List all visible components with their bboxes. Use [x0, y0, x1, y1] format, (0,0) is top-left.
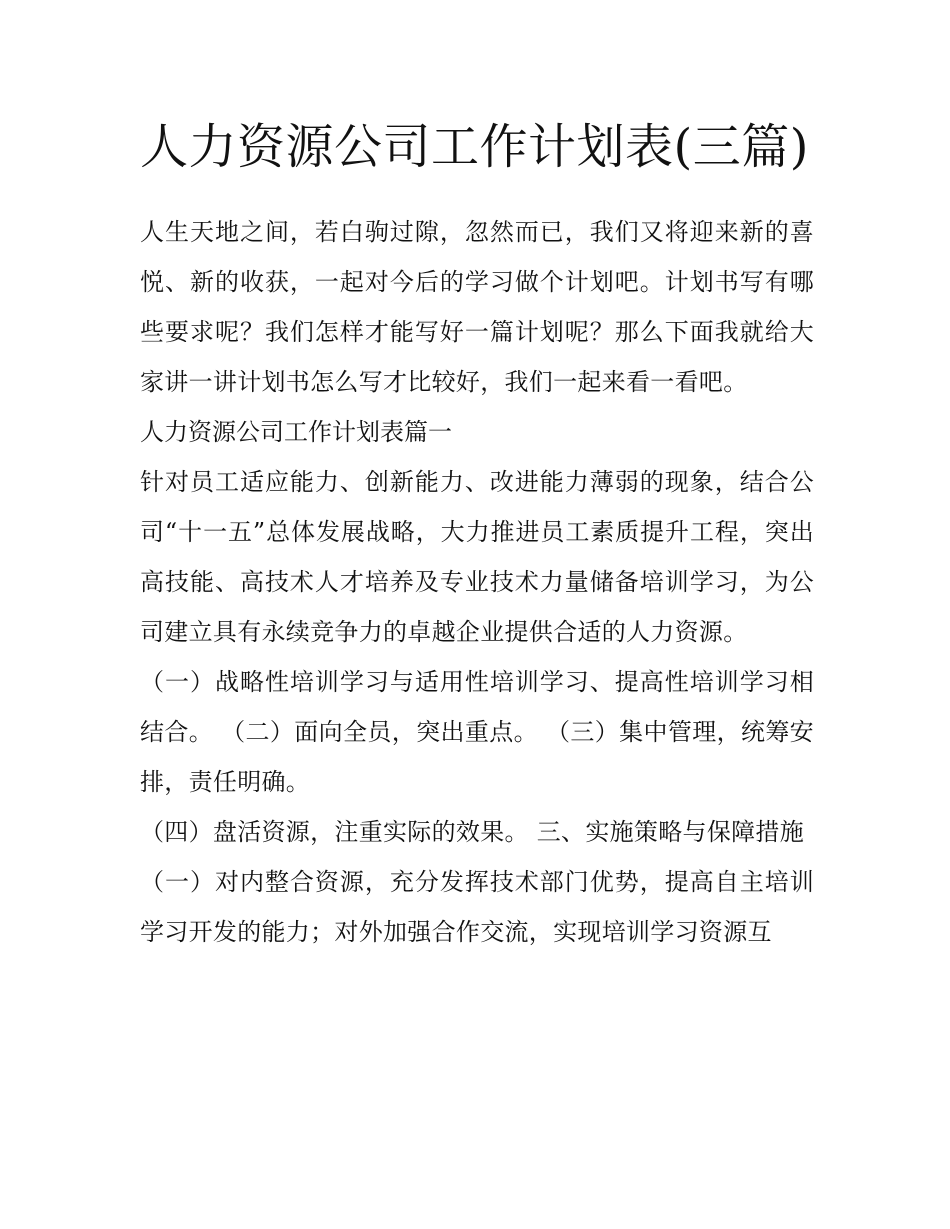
- body-paragraph-1: 针对员工适应能力、创新能力、改进能力薄弱的现象，结合公司“十一五”总体发展战略，大力推进员工素质提升工程，突出高技能、高技术人才培养及专业技术力量储备培训学习，为公司建立具有永续竞争力的卓越企业提供合适的人力资源。: [140, 468, 814, 646]
- body-paragraph-4: （一）对内整合资源，充分发挥技术部门优势，提高自主培训学习开发的能力；对外加强合作交流，实现培训学习资源互: [140, 868, 814, 946]
- body-paragraph-2: （一）战略性培训学习与适用性培训学习、提高性培训学习相结合。 （二）面向全员，突出重点。 （三）集中管理，统筹安排，责任明确。: [140, 668, 814, 796]
- body-paragraph-3: （四）盘活资源，注重实际的效果。 三、实施策略与保障措施: [140, 818, 805, 846]
- document-title: 人力资源公司工作计划表(三篇): [140, 119, 809, 175]
- section-heading: 人力资源公司工作计划表篇一: [140, 418, 452, 446]
- document-body: [140, 112, 814, 957]
- intro-paragraph: 人生天地之间，若白驹过隙，忽然而已，我们又将迎来新的喜悦、新的收获，一起对今后的学习做个计划吧。计划书写有哪些要求呢？我们怎样才能写好一篇计划呢？那么下面我就给大家讲一讲计划书怎么写才比较好，我们一起来看一看吧。: [140, 218, 814, 396]
